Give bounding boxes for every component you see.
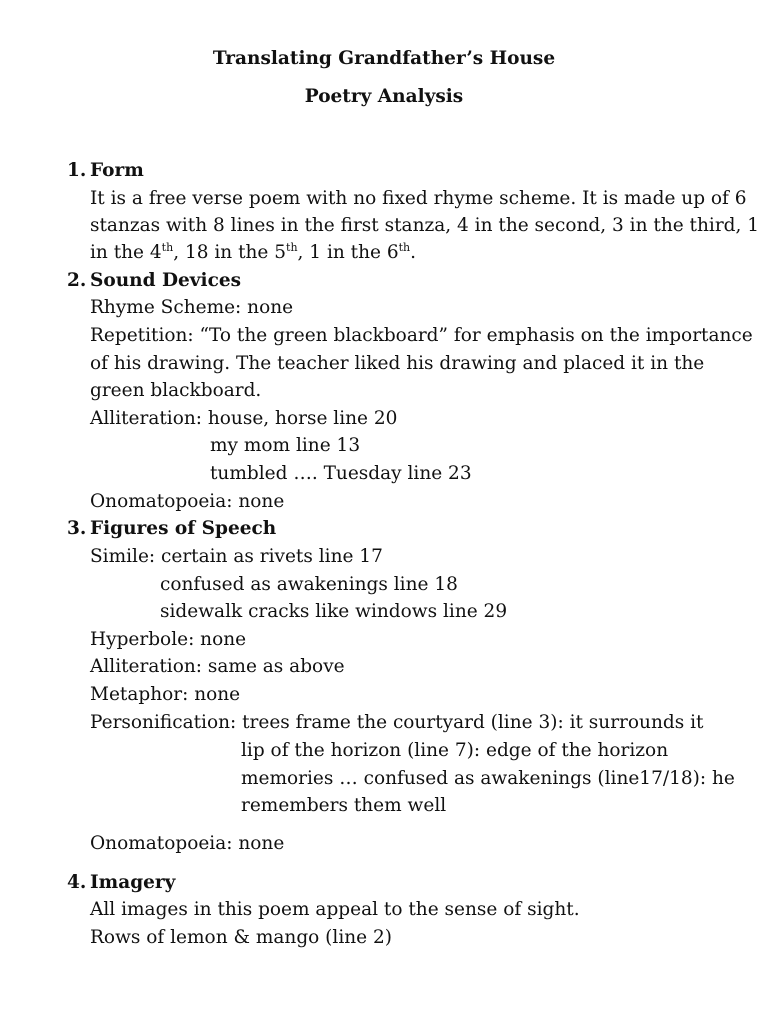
hyperbole-line: Hyperbole: none [90, 629, 247, 650]
personification-line: remembers them well [241, 795, 447, 816]
section-heading: Imagery [90, 872, 176, 893]
alliteration-line: tumbled …. Tuesday line 23 [210, 463, 472, 484]
paragraph-line [90, 241, 417, 263]
section-number: 2. [67, 270, 87, 291]
personification-line: lip of the horizon (line 7): edge of the horizon [241, 740, 669, 761]
superscript: th [161, 241, 174, 254]
paragraph-line: stanzas with 8 lines in the first stanza, 4 in the second, 3 in the third, 1 [90, 215, 760, 236]
repetition-line: Repetition: “To the green blackboard” for emphasis on the importance [90, 325, 753, 346]
alliteration-line: Alliteration: same as above [90, 656, 345, 677]
imagery-line: Rows of lemon & mango (line 2) [90, 927, 392, 948]
superscript: th [398, 241, 411, 254]
text-span: , 18 in the 5 [173, 242, 287, 263]
simile-line: Simile: certain as rivets line 17 [90, 546, 383, 567]
section-heading: Sound Devices [90, 270, 242, 291]
text-span: , 1 in the 6 [297, 242, 399, 263]
personification-line: Personification: trees frame the courtyard (line 3): it surrounds it [90, 712, 704, 733]
section-heading: Form [90, 160, 144, 181]
onomatopoeia-line: Onomatopoeia: none [90, 491, 285, 512]
superscript: th [286, 241, 298, 254]
rhyme-scheme-line: Rhyme Scheme: none [90, 297, 294, 318]
simile-line: sidewalk cracks like windows line 29 [160, 601, 508, 622]
text-span: . [410, 242, 417, 263]
simile-line: confused as awakenings line 18 [160, 574, 458, 595]
text-span: in the 4 [90, 242, 162, 263]
section-number: 4. [67, 872, 87, 893]
section-number: 1. [67, 160, 87, 181]
document-title: Translating Grandfather’s House [212, 48, 556, 69]
personification-line: memories … confused as awakenings (line17/18): he [241, 768, 735, 789]
repetition-line: green blackboard. [90, 380, 262, 401]
section-number: 3. [67, 518, 87, 539]
document-subtitle: Poetry Analysis [304, 86, 464, 107]
section-heading: Figures of Speech [90, 518, 277, 539]
alliteration-line: my mom line 13 [210, 435, 361, 456]
metaphor-line: Metaphor: none [90, 684, 241, 705]
alliteration-line: Alliteration: house, horse line 20 [90, 408, 398, 429]
onomatopoeia-line: Onomatopoeia: none [90, 833, 285, 854]
imagery-line: All images in this poem appeal to the sense of sight. [90, 899, 580, 920]
repetition-line: of his drawing. The teacher liked his drawing and placed it in the [90, 353, 705, 374]
paragraph-line: It is a free verse poem with no fixed rhyme scheme. It is made up of 6 [90, 188, 747, 209]
